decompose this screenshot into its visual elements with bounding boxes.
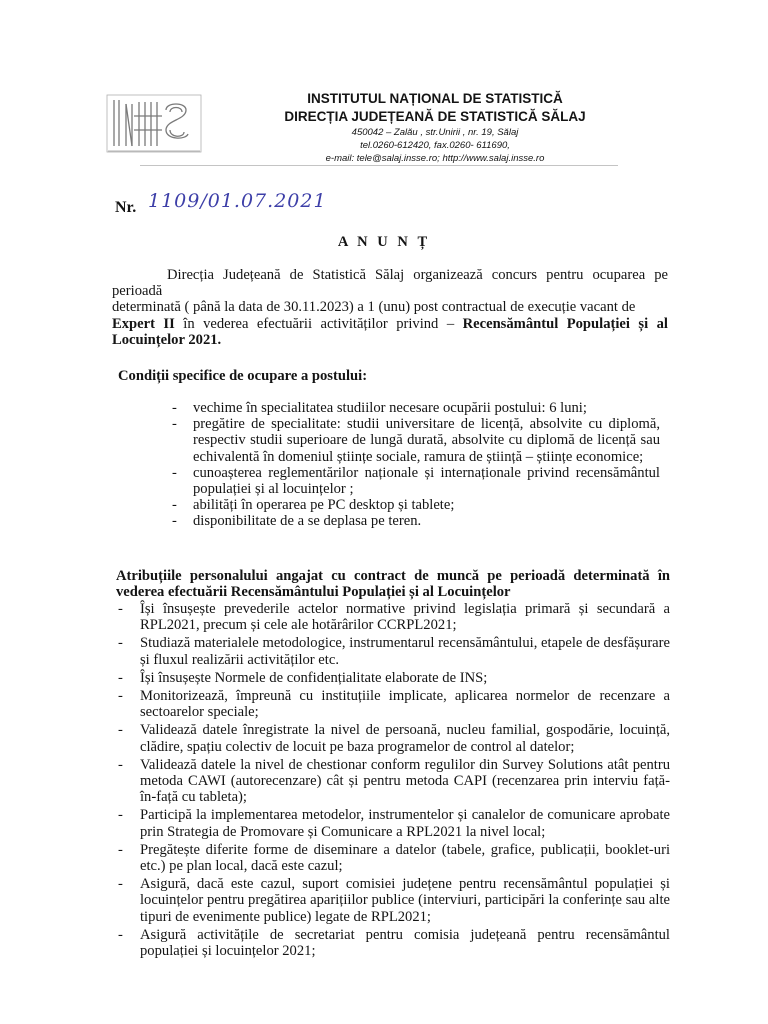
- list-item: - Validează datele la nivel de chestionar conform regulilor din Survey Solutions atât pentru metoda CAWI (autorecenzare) cât și pentru metoda CAPI (recenzarea prin interviu față-în-față cu tableta);: [118, 757, 670, 806]
- list-item: - Își însușește prevederile actelor normative privind legislația primară și secundară a RPL2021, precum și cele ale hotărârilor CCRPL2021;: [118, 601, 670, 633]
- address-line: 450042 – Zalău , str.Unirii , nr. 19, Sălaj: [351, 127, 519, 138]
- list-item: - Își însușește Normele de confidențialitate elaborate de INS;: [118, 670, 670, 686]
- position-name: Expert II: [112, 315, 175, 332]
- list-item: - vechime în specialitatea studiilor necesare ocupării postului: 6 luni;: [172, 400, 660, 416]
- list-item: - Participă la implementarea metodelor, instrumentelor și canalelor de comunicare aprobate prin Strategia de Promovare și Comunicare a RPL2021 la nivel local;: [118, 807, 670, 839]
- directorate-name: DIRECȚIA JUDEȚEANĂ DE STATISTICĂ SĂLAJ: [284, 109, 586, 124]
- intro-rest: [112, 316, 668, 348]
- list-item: - Monitorizează, împreună cu instituțiile implicate, aplicarea normelor de recenzare a sectoarelor speciale;: [118, 688, 670, 720]
- list-item: - Asigură activitățile de secretariat pentru comisia județeană pentru recensământul populației și locuințelor 2021;: [118, 927, 670, 959]
- duties-list: [118, 601, 670, 961]
- phone-line: tel.0260-612420, fax.0260- 611690,: [360, 140, 510, 151]
- registration-number-handwritten: 1109/01.07.2021: [148, 190, 327, 212]
- intro-paragraph: [112, 267, 668, 348]
- contact-line: e-mail: tele@salaj.insse.ro; http://www.salaj.insse.ro: [325, 153, 545, 164]
- announcement-title: A N U N Ț: [337, 234, 431, 250]
- header-divider: [140, 165, 618, 166]
- intro-line-1: Direcția Județeană de Statistică Sălaj organizează concurs pentru ocuparea pe perioadă: [112, 267, 668, 300]
- institute-name: INSTITUTUL NAȚIONAL DE STATISTICĂ: [307, 91, 563, 106]
- intro-line-2: determinată ( până la data de 30.11.2023) a 1 (unu) post contractual de execuție vacant de: [112, 299, 636, 316]
- census-name: Recensământul Populației și al Locuințelor 2021.: [112, 315, 668, 348]
- conditions-list: [172, 400, 660, 530]
- list-item: - pregătire de specialitate: studii universitare de licență, absolvite cu diplomă, respectiv studii superioare de lungă durată, absolvite cu diplomă de licență sau echivalentă în domeniul științe sociale, ramura de știință – științe economice;: [172, 416, 660, 465]
- registration-label: Nr.: [115, 199, 137, 216]
- conditions-heading: Condiții specifice de ocupare a postului:: [118, 368, 368, 384]
- list-item: - Pregătește diferite forme de diseminare a datelor (tabele, grafice, publicații, booklet-uri etc.) pe plan local, dacă este cazul;: [118, 842, 670, 874]
- list-item: - cunoașterea reglementărilor naționale și internaționale privind recensământul populației și al locuințelor ;: [172, 465, 660, 497]
- list-item: - Asigură, dacă este cazul, suport comisiei județene pentru recensământul populației și locuințelor pentru pregătirea aparițiilor publice (interviuri, participări la conferințe sau alte tipuri de evenimente publice) legate de RPL2021;: [118, 876, 670, 925]
- intro-middle: în vederea efectuării activităților privind –: [174, 315, 463, 332]
- list-item: - disponibilitate de a se deplasa pe teren.: [172, 513, 660, 529]
- list-item: - Studiază materialele metodologice, instrumentarul recensământului, etapele de desfășurare și fluxul realizării activităților etc.: [118, 635, 670, 667]
- list-item: - abilități în operarea pe PC desktop și tablete;: [172, 497, 660, 513]
- duties-heading: Atribuțiile personalului angajat cu contract de muncă pe perioadă determinată în vederea efectuării Recensământului Populației și al Locuințelor: [116, 568, 670, 601]
- ins-logo: [106, 92, 202, 154]
- list-item: - Validează datele înregistrate la nivel de persoană, nucleu familial, gospodărie, locuință, clădire, spațiu colectiv de locuit pe baza programelor de control al datelor;: [118, 722, 670, 754]
